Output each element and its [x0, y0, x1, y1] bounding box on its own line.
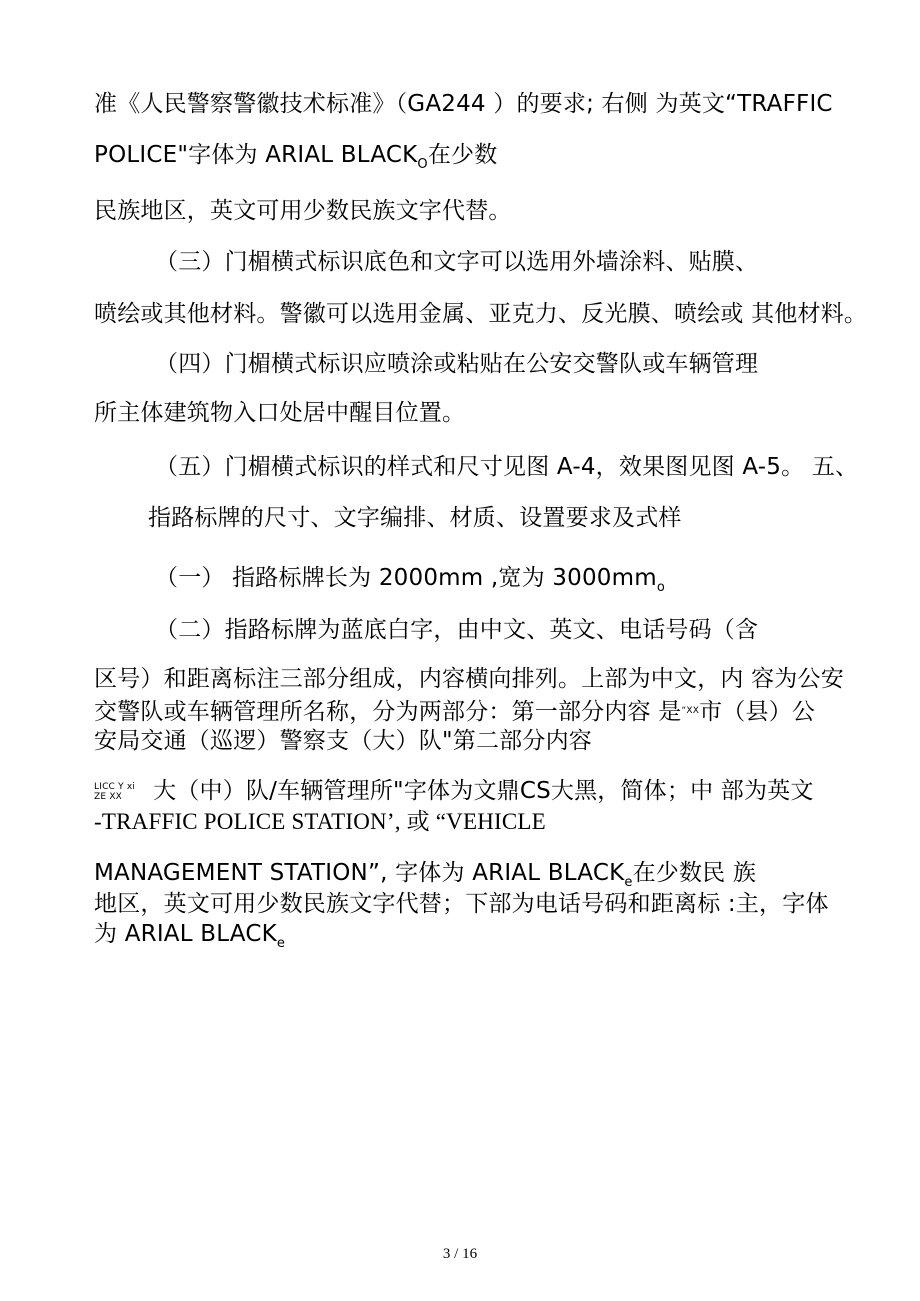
- text-span: MANAGEMENT STATION”, 字体为 ARIAL BLACK: [94, 860, 625, 886]
- small-text: LICC Y xi: [94, 781, 136, 792]
- text-span: 民族地区，英文可用少数民族文字代替。: [94, 198, 512, 224]
- text-line: [94, 697, 815, 726]
- text-span: 喷绘或其他材料。警徽可以选用金属、亚克力、反光膜、喷绘或 其他材料。: [94, 301, 868, 327]
- text-span: 区号）和距离标注三部分组成，内容横向排列。上部为中文，内 容为公安: [94, 666, 844, 692]
- text-line: [94, 727, 592, 755]
- text-line: [94, 141, 497, 179]
- text-line: [94, 90, 833, 118]
- text-line: [94, 777, 814, 805]
- text-span: 安局交通（巡逻）警察支（大）队"第二部分内容: [94, 728, 592, 754]
- text-span: 地区，英文可用少数民族文字代替；下部为电话号码和距离标 :主，字体: [94, 891, 829, 917]
- text-line: [155, 564, 665, 602]
- text-span: -TRAFFIC POLICE STATION’, 或 “VEHICLE: [94, 809, 546, 834]
- text-line: [155, 616, 758, 644]
- text-line: [94, 920, 285, 958]
- text-line: [94, 399, 465, 427]
- text-line: [148, 504, 682, 532]
- text-line: [155, 350, 758, 378]
- text-span: 准《人民警察警徽技术标准》（GA244 ）的要求; 右侧 为英文“TRAFFIC: [94, 91, 833, 117]
- page-number: 3 / 16: [442, 1246, 478, 1262]
- text-span: 在少数民 族: [632, 860, 757, 886]
- subscript: o: [656, 580, 665, 595]
- small-text: ZE XX: [94, 791, 123, 802]
- text-span: （三）门楣横式标识底色和文字可以选用外墙涂料、贴膜、: [155, 249, 759, 275]
- subscript: O: [417, 157, 428, 172]
- text-line: [94, 197, 512, 225]
- text-line: [155, 248, 758, 276]
- text-span: （五）门楣横式标识的样式和尺寸见图 A-4，效果图见图 A-5。 五、: [155, 454, 859, 480]
- text-line: [94, 300, 867, 328]
- text-span: 指路标牌的尺寸、文字编排、材质、设置要求及式样: [148, 505, 682, 531]
- small-text: “XX: [681, 706, 700, 716]
- garbled-glyph-group: [94, 782, 135, 802]
- text-span: （一） 指路标牌长为 2000mm ,宽为 3000mm: [155, 565, 657, 591]
- text-span: 大（中）队/车辆管理所"字体为文鼎CS大黑，简体；中 部为英文: [153, 778, 814, 804]
- text-span: 交警队或车辆管理所名称，分为两部分：第一部分内容 是: [94, 699, 682, 725]
- text-span: POLICE"字体为 ARIAL BLACK: [94, 142, 418, 168]
- subscript: e: [624, 875, 633, 890]
- subscript: e: [276, 936, 286, 951]
- text-span: 所主体建筑物入口处居中醒目位置。: [94, 400, 466, 426]
- text-line: [155, 453, 858, 481]
- text-span: 为 ARIAL BLACK: [94, 921, 277, 947]
- text-span: （四）门楣横式标识应喷涂或粘贴在公安交警队或车辆管理: [155, 351, 759, 377]
- text-line: [94, 808, 546, 836]
- text-line: [94, 890, 829, 918]
- text-span: （二）指路标牌为蓝底白字，由中文、英文、电话号码（含: [155, 617, 759, 643]
- text-span: 在少数: [427, 142, 498, 168]
- text-span: 市（县）公: [699, 699, 816, 725]
- text-line: [94, 665, 844, 693]
